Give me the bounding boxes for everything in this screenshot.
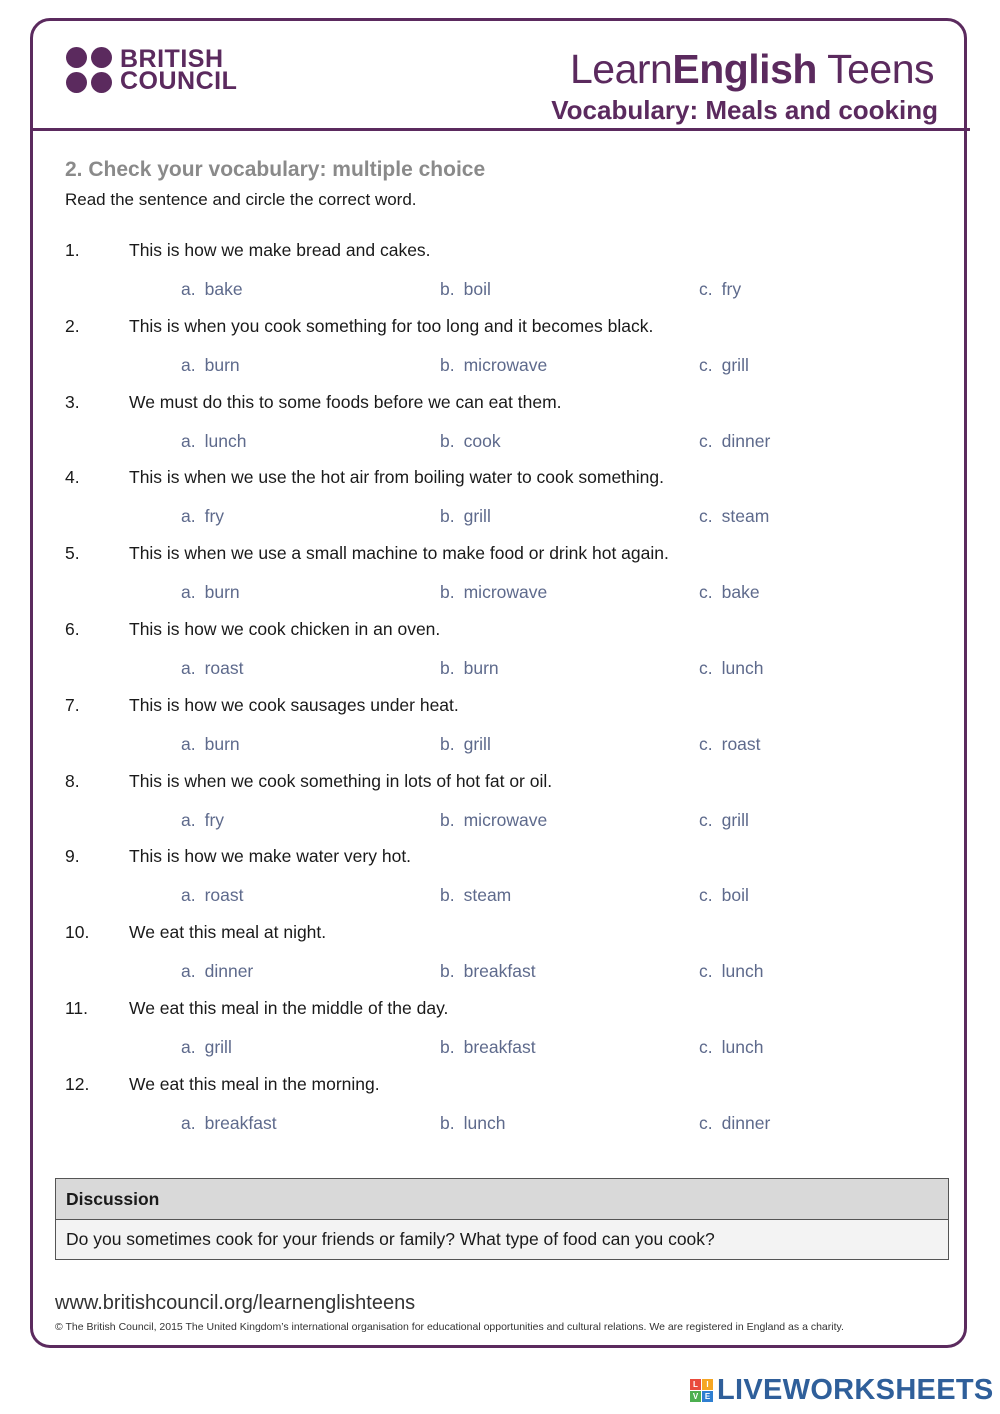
question-number: 4. <box>65 467 80 488</box>
question-number: 3. <box>65 391 80 412</box>
question-text: This is how we make bread and cakes. <box>129 240 431 260</box>
question-text: This is when we cook something in lots of hot fat or oil. <box>129 770 553 791</box>
option-b[interactable]: b. lunch <box>440 1112 506 1133</box>
question-3 <box>65 392 935 468</box>
footer-url[interactable]: www.britishcouncil.org/learnenglishteens <box>55 1292 416 1314</box>
question-text: We must do this to some foods before we can eat them. <box>129 391 562 412</box>
option-a[interactable]: a. bake <box>181 279 243 299</box>
logo-learn: Learn <box>569 46 673 92</box>
option-c[interactable]: c. lunch <box>699 657 764 678</box>
option-c[interactable]: c. dinner <box>699 1112 771 1133</box>
liveworksheets-icon: L I V E <box>690 1379 713 1402</box>
question-number: 10. <box>65 922 90 943</box>
header-divider <box>30 128 970 131</box>
instructions: Read the sentence and circle the correct word. <box>65 190 417 209</box>
question-number: 9. <box>65 846 80 867</box>
option-b[interactable]: b. grill <box>440 506 491 527</box>
bc-logo-line2: COUNCIL <box>120 67 238 95</box>
question-text: We eat this meal in the middle of the day. <box>129 997 449 1018</box>
question-number: 2. <box>65 315 80 336</box>
question-11 <box>65 998 935 1074</box>
question-7 <box>65 695 935 771</box>
logo-teens: Teens <box>816 46 934 92</box>
section-title: 2. Check your vocabulary: multiple choice <box>65 158 486 181</box>
question-number: 7. <box>65 694 80 715</box>
option-b[interactable]: b. cook <box>440 430 501 451</box>
question-text: We eat this meal at night. <box>129 922 327 943</box>
option-b[interactable]: b. grill <box>440 733 491 754</box>
option-c[interactable]: c. grill <box>699 354 749 375</box>
option-c[interactable]: c. grill <box>699 809 749 830</box>
option-b[interactable]: b. boil <box>440 279 491 299</box>
option-a[interactable]: a. burn <box>181 582 240 603</box>
question-number: 8. <box>65 770 80 791</box>
option-b[interactable]: b. microwave <box>440 354 548 375</box>
option-a[interactable]: a. roast <box>181 657 244 678</box>
discussion-box <box>55 1178 949 1260</box>
question-text: This is how we cook sausages under heat. <box>129 694 459 715</box>
question-10 <box>65 922 935 998</box>
option-b[interactable]: b. steam <box>440 885 512 906</box>
option-a[interactable]: a. dinner <box>181 961 254 982</box>
option-c[interactable]: c. lunch <box>699 961 764 982</box>
question-text: This is when we use a small machine to make food or drink hot again. <box>129 543 669 564</box>
question-number: 11. <box>65 997 89 1018</box>
option-c[interactable]: c. fry <box>699 279 742 299</box>
option-c[interactable]: c. lunch <box>699 1036 764 1057</box>
question-number: 6. <box>65 618 80 639</box>
british-council-logo <box>66 47 237 93</box>
option-a[interactable]: a. burn <box>181 733 240 754</box>
option-c[interactable]: c. bake <box>699 582 760 603</box>
question-number: 1. <box>65 240 80 260</box>
question-2 <box>65 316 935 392</box>
discussion-heading: Discussion <box>56 1179 948 1220</box>
option-a[interactable]: a. roast <box>181 885 244 906</box>
question-number: 12. <box>65 1073 90 1094</box>
option-c[interactable]: c. roast <box>699 733 761 754</box>
option-b[interactable]: b. burn <box>440 657 499 678</box>
question-12 <box>65 1074 935 1150</box>
british-council-dots-icon <box>66 47 112 93</box>
option-b[interactable]: b. microwave <box>440 809 548 830</box>
question-list <box>65 240 935 1150</box>
question-text: We eat this meal in the morning. <box>129 1073 380 1094</box>
option-b[interactable]: b. breakfast <box>440 961 536 982</box>
option-a[interactable]: a. lunch <box>181 430 247 451</box>
page-title: Vocabulary: Meals and cooking <box>551 95 938 125</box>
bc-logo-line1: BRITISH <box>120 45 224 73</box>
question-8 <box>65 771 935 847</box>
option-a[interactable]: a. breakfast <box>181 1112 277 1133</box>
question-4 <box>65 467 935 543</box>
question-5 <box>65 543 935 619</box>
option-c[interactable]: c. boil <box>699 885 749 906</box>
question-text: This is when you cook something for too long and it becomes black. <box>129 315 654 336</box>
option-a[interactable]: a. burn <box>181 354 240 375</box>
question-9 <box>65 846 935 922</box>
option-b[interactable]: b. microwave <box>440 582 548 603</box>
question-text: This is when we use the hot air from boiling water to cook something. <box>129 467 664 488</box>
question-text: This is how we make water very hot. <box>129 846 412 867</box>
option-c[interactable]: c. steam <box>699 506 770 527</box>
option-a[interactable]: a. fry <box>181 506 225 527</box>
option-b[interactable]: b. breakfast <box>440 1036 536 1057</box>
question-text: This is how we cook chicken in an oven. <box>129 618 441 639</box>
option-c[interactable]: c. dinner <box>699 430 771 451</box>
question-6 <box>65 619 935 695</box>
logo-english: English <box>672 46 817 92</box>
option-a[interactable]: a. fry <box>181 809 225 830</box>
liveworksheets-watermark <box>690 1374 994 1407</box>
liveworksheets-text: LIVEWORKSHEETS <box>717 1374 994 1406</box>
option-a[interactable]: a. grill <box>181 1036 232 1057</box>
footer-copyright: © The British Council, 2015 The United Kingdom’s international organisation for educational opportunities and cultural relations. We are registered in England as a charity. <box>55 1321 844 1333</box>
discussion-prompt: Do you sometimes cook for your friends or family? What type of food can you cook? <box>56 1220 948 1259</box>
question-1 <box>65 240 935 316</box>
question-number: 5. <box>65 543 80 564</box>
learnenglish-teens-logo <box>570 46 934 93</box>
